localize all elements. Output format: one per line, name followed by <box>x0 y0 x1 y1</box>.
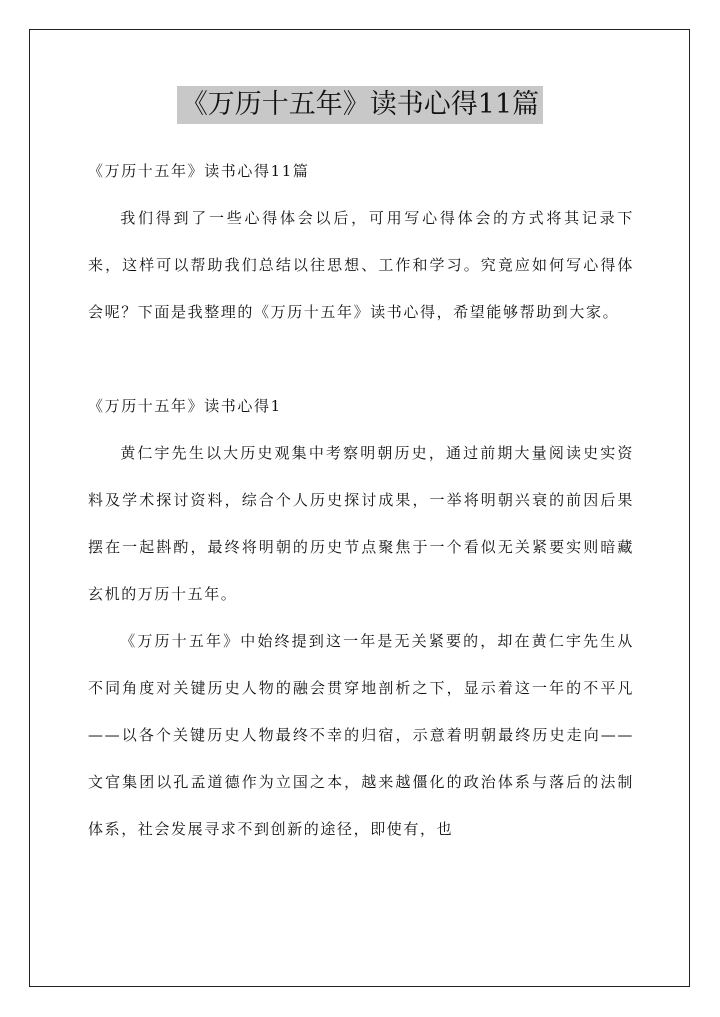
section1-paragraph-2: 《万历十五年》中始终提到这一年是无关紧要的，却在黄仁宇先生从不同角度对关键历史人物的融会贯穿地剖析之下，显示着这一年的不平凡——以各个关键历史人物最终不幸的归宿，示意着明朝最终历史走向——文官集团以孔孟道德作为立国之本，越来越僵化的政治体系与落后的法制体系，社会发展寻求不到创新的途径，即使有，也 <box>88 632 634 838</box>
intro-paragraph: 我们得到了一些心得体会以后，可用写心得体会的方式将其记录下来，这样可以帮助我们总结以往思想、工作和学习。究竟应如何写心得体会呢？下面是我整理的《万历十五年》读书心得，希望能够帮助到大家。 <box>88 209 634 321</box>
document-body <box>88 148 634 853</box>
section1-heading: 《万历十五年》读书心得1 <box>88 397 282 415</box>
section1-paragraph-1: 黄仁宇先生以大历史观集中考察明朝历史，通过前期大量阅读史实资料及学术探讨资料，综合个人历史探讨成果，一举将明朝兴衰的前因后果摆在一起斟酌，最终将明朝的历史节点聚焦于一个看似无关紧要实则暗藏玄机的万历十五年。 <box>88 444 634 603</box>
section-spacer <box>88 336 634 383</box>
intro-heading: 《万历十五年》读书心得11篇 <box>88 162 310 180</box>
title-container <box>0 86 720 124</box>
page-title: 《万历十五年》读书心得11篇 <box>177 86 543 124</box>
